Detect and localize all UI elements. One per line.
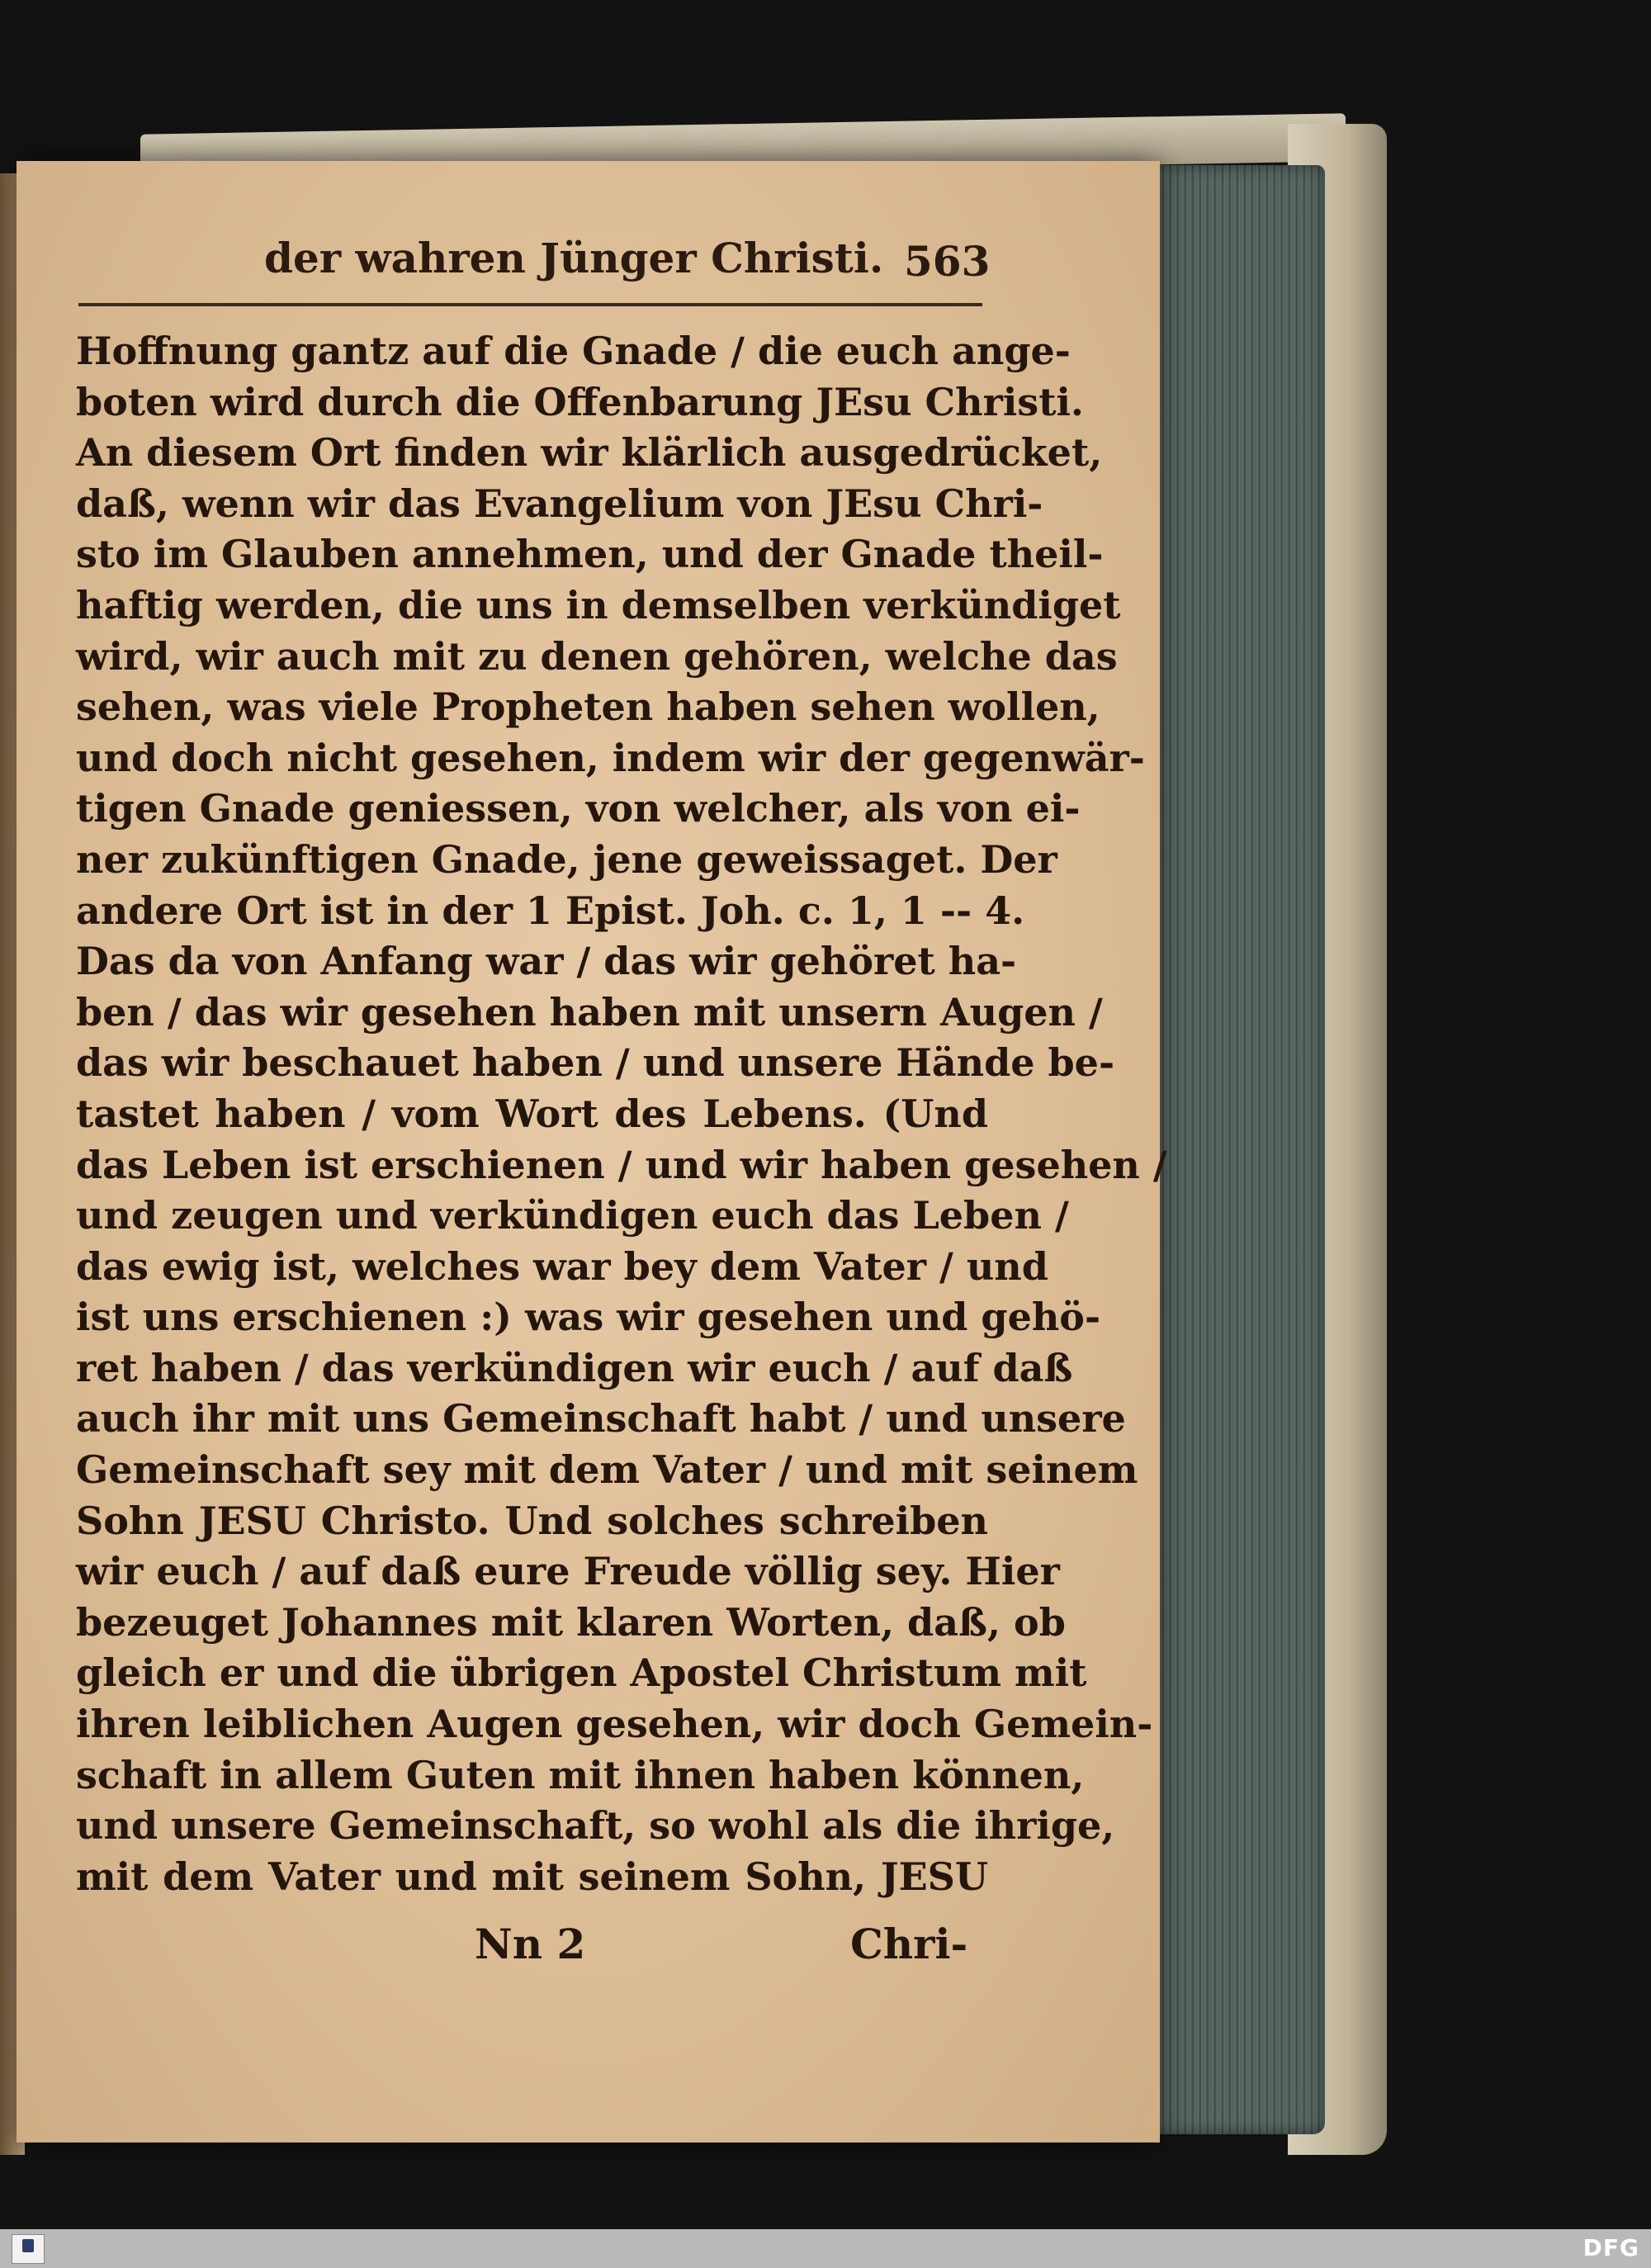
text-line: ner zukünftigen Gnade, jene geweissaget. Der [76, 836, 1057, 882]
text-line: tigen Gnade geniessen, von welcher, als von ei- [76, 786, 1081, 831]
text-line: Sohn JESU Christo. Und solches schreiben [76, 1498, 988, 1543]
body-text [76, 326, 1167, 1902]
text-line: ist uns erschienen :) was wir gesehen und gehö- [76, 1295, 1101, 1340]
dfg-logo: DFG [1582, 2234, 1639, 2261]
text-line: Das da von Anfang war / das wir gehöret ha- [76, 939, 1017, 984]
header-rule [78, 303, 982, 306]
text-line: boten wird durch die Offenbarung JEsu Christi. [76, 379, 1084, 424]
text-line: ihren leiblichen Augen gesehen, wir doch Gemein- [76, 1702, 1153, 1747]
text-line: Hoffnung gantz auf die Gnade / die euch ange- [76, 329, 1071, 373]
text-line: wir euch / auf daß eure Freude völlig sey. Hier [76, 1549, 1060, 1594]
text-line: bezeuget Johannes mit klaren Worten, daß, ob [76, 1599, 1066, 1645]
text-line: schaft in allem Guten mit ihnen haben können, [76, 1752, 1085, 1797]
text-line: ben / das wir gesehen haben mit unsern Augen / [76, 989, 1103, 1035]
catchword: Chri- [850, 1920, 968, 1968]
text-line: und zeugen und verkündigen euch das Leben / [76, 1193, 1069, 1238]
text-line: andere Ort ist in der 1 Epist. Joh. c. 1, 1 -- 4. [76, 888, 1025, 933]
text-line: das Leben ist erschienen / und wir haben gesehen / [76, 1142, 1167, 1187]
text-line: daß, wenn wir das Evangelium von JEsu Chri- [76, 481, 1043, 526]
signature-mark: Nn 2 [475, 1920, 586, 1968]
text-line: mit dem Vater und mit seinem Sohn, JESU [76, 1854, 988, 1899]
page-number: 563 [904, 237, 991, 286]
text-line: das wir beschauet haben / und unsere Hände be- [76, 1040, 1115, 1086]
running-head: der wahren Jünger Christi. [264, 234, 884, 282]
text-line: Gemeinschaft sey mit dem Vater / und mit seinem [76, 1447, 1138, 1493]
book-page [17, 161, 1167, 2143]
text-line: An diesem Ort finden wir klärlich ausgedrücket, [76, 430, 1103, 476]
text-line: das ewig ist, welches war bey dem Vater / und [76, 1243, 1048, 1289]
text-line: wird, wir auch mit zu denen gehören, welche das [76, 633, 1118, 679]
text-line: sehen, was viele Propheten haben sehen wollen, [76, 684, 1100, 730]
text-line: und unsere Gemeinschaft, so wohl als die ihrige, [76, 1803, 1115, 1849]
text-line: tastet haben / vom Wort des Lebens. (Und [76, 1091, 988, 1136]
text-line: haftig werden, die uns in demselben verkündiget [76, 582, 1121, 627]
text-line: sto im Glauben annehmen, und der Gnade theil- [76, 532, 1104, 577]
text-line: gleich er und die übrigen Apostel Christum mit [76, 1650, 1087, 1696]
viewer-footer [0, 2229, 1651, 2268]
text-line: und doch nicht gesehen, indem wir der gegenwär- [76, 735, 1145, 780]
text-line: auch ihr mit uns Gemeinschaft habt / und unsere [76, 1396, 1126, 1442]
library-logo-icon [12, 2234, 45, 2264]
text-line: ret haben / das verkündigen wir euch / auf daß [76, 1345, 1073, 1390]
